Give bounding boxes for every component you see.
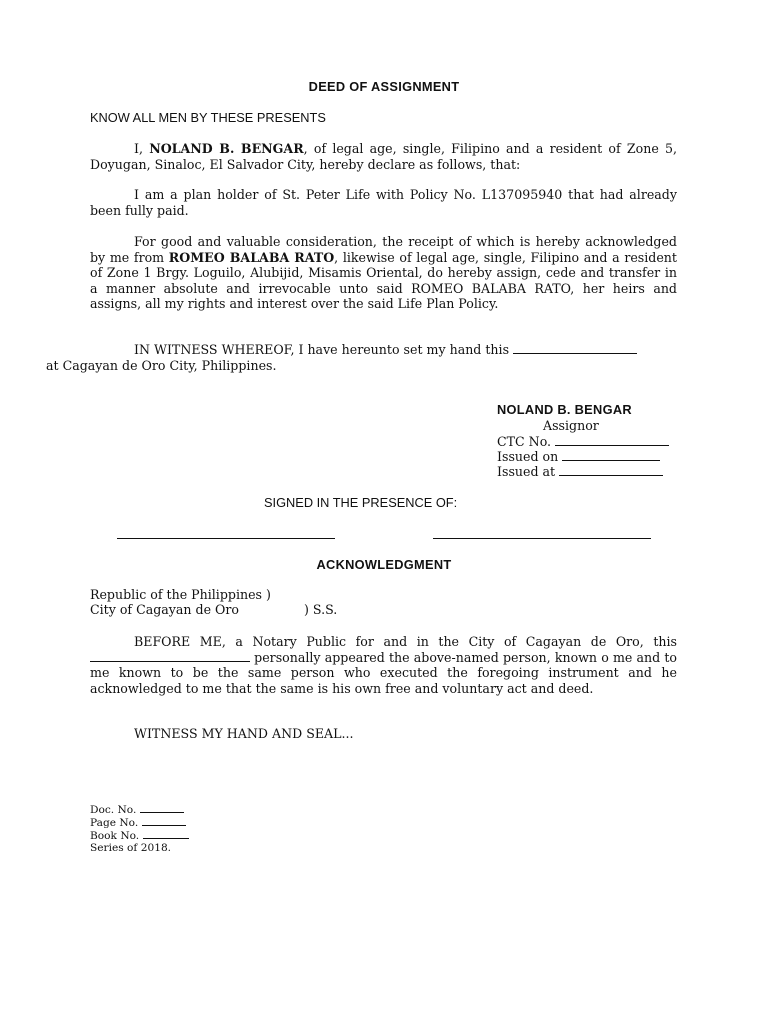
book-no-blank-line — [143, 829, 189, 839]
issued-on-blank-line — [562, 449, 660, 461]
paragraph-declaration — [90, 141, 677, 172]
acknowledgment-title: ACKNOWLEDGMENT — [316, 557, 452, 572]
date-blank-line — [513, 342, 637, 354]
page-no-field — [90, 816, 186, 830]
assignee-name-inline: ROMEO BALABA RATO — [168, 249, 335, 265]
page-no-blank-line — [142, 816, 186, 826]
issued-at-field — [497, 464, 663, 479]
book-no-label: Book No. — [90, 830, 143, 842]
paragraph-policy: I am a plan holder of St. Peter Life with Policy No. L137095940 that had already been fully paid. — [90, 187, 677, 218]
doc-no-label: Doc. No. — [90, 804, 140, 816]
doc-no-field — [90, 803, 184, 817]
paragraph-text: personally appeared the above-named person, known o me and to me known to be the same person who executed the foregoing instrument and he acknowledged to me that the same is his own free and voluntary act and deed. — [90, 649, 677, 696]
paragraph-consideration — [90, 234, 677, 312]
paragraph-text: , of legal age, single, Filipino and a resident of Zone 5, Doyugan, Sinaloc, El Salvador City, hereby declare as follows, that: — [90, 141, 677, 172]
signed-in-presence: SIGNED IN THE PRESENCE OF: — [264, 495, 458, 510]
intro-line: KNOW ALL MEN BY THESE PRESENTS — [90, 110, 326, 125]
assignor-role: Assignor — [543, 418, 599, 433]
assignor-name: NOLAND B. BENGAR — [497, 402, 632, 417]
ack-date-blank-line — [90, 650, 250, 662]
witness-signature-line-right — [433, 538, 651, 539]
assignor-name-inline: NOLAND B. BENGAR — [149, 141, 304, 156]
issued-at-label: Issued at — [497, 464, 560, 479]
paragraph-witness-whereof — [46, 342, 677, 373]
book-no-field — [90, 829, 189, 843]
paragraph-text: , likewise of legal age, single, Filipino and a resident of Zone 1 Brgy. Loguilo, Alubijid, Misamis Oriental, do hereby assign, cede and transfer in a manner absolute and irrevocable unto said ROMEO BALABA RATO, her heirs and assigns, all my rights and interest over the said Life Plan Policy. — [90, 249, 677, 312]
document-title: DEED OF ASSIGNMENT — [308, 79, 460, 94]
venue-ss: ) S.S. — [304, 602, 338, 617]
paragraph-before-me — [90, 634, 677, 696]
ctc-label: CTC No. — [497, 434, 556, 449]
paragraph-text: IN WITNESS WHEREOF, I have hereunto set my hand this — [134, 342, 514, 357]
issued-at-blank-line — [559, 464, 663, 476]
issued-on-field — [497, 449, 660, 464]
page-no-label: Page No. — [90, 817, 142, 829]
ctc-number-field — [497, 434, 669, 449]
series-field: Series of 2018. — [90, 842, 172, 854]
paragraph-text: BEFORE ME, a Notary Public for and in the City of Cagayan de Oro, this — [134, 634, 677, 649]
paragraph-text: For good and valuable consideration, the receipt of which is hereby acknowledged by me from — [90, 234, 677, 265]
venue-republic: Republic of the Philippines ) — [90, 587, 271, 602]
paragraph-text: at Cagayan de Oro City, Philippines. — [46, 357, 277, 373]
paragraph-text: I, — [134, 141, 150, 156]
ctc-blank-line — [555, 434, 669, 446]
witness-signature-line-left — [117, 538, 335, 539]
doc-no-blank-line — [140, 803, 184, 813]
issued-on-label: Issued on — [497, 449, 563, 464]
venue-city: City of Cagayan de Oro — [90, 602, 239, 617]
witness-hand-seal: WITNESS MY HAND AND SEAL... — [134, 726, 354, 741]
